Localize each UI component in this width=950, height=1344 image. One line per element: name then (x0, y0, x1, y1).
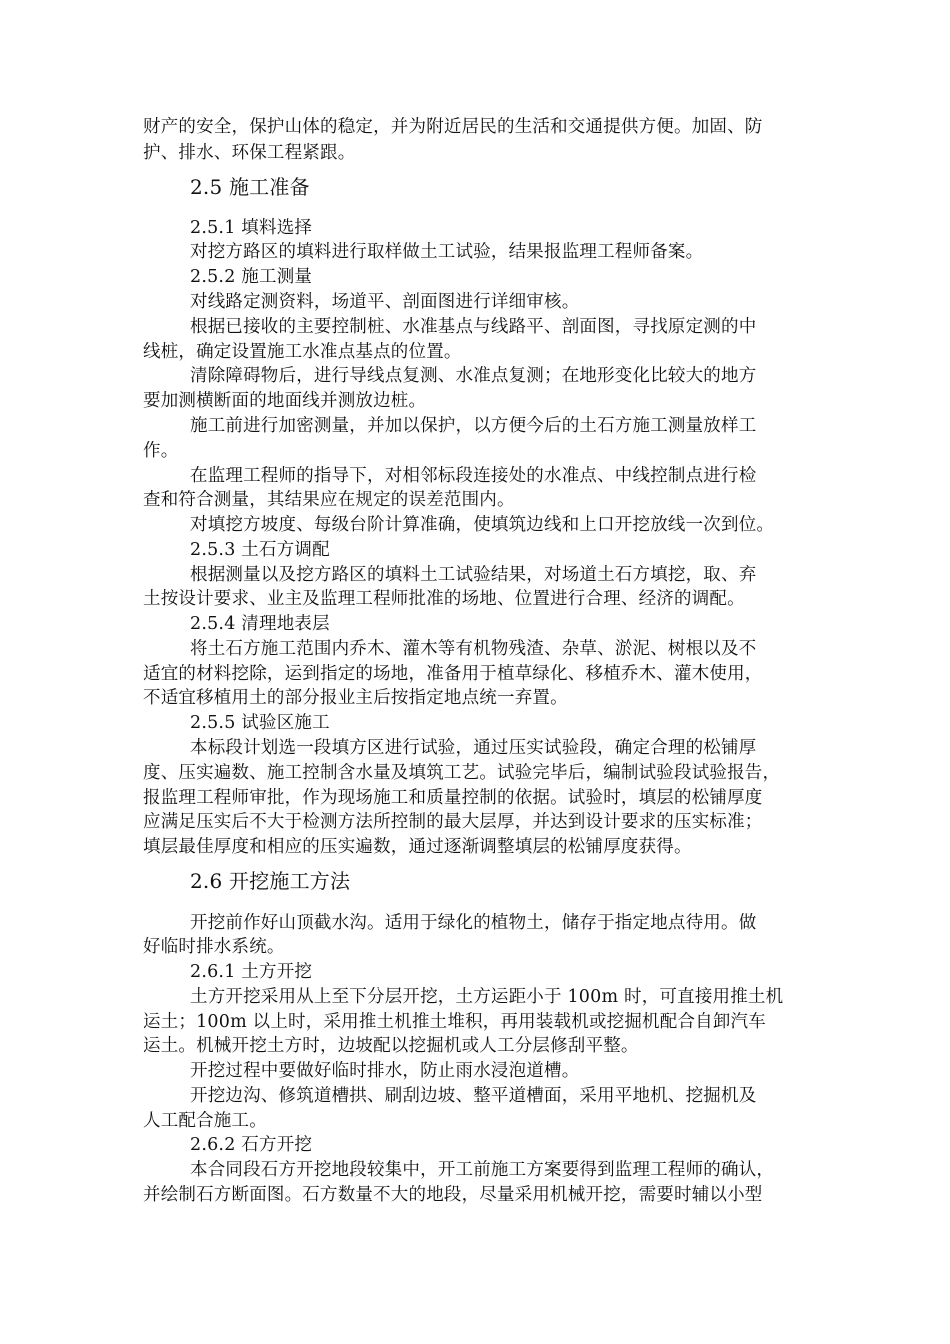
subsection-heading: 2.5.3 土石方调配 (190, 540, 330, 560)
body-text: 应满足压实后不大于检测方法所控制的最大层厚，并达到设计要求的压实标准； (143, 812, 763, 832)
body-text: 运土；100m 以上时，采用推土机推土堆积，再用装载机或挖掘机配合自卸汽车 (143, 1012, 766, 1032)
body-text: 开挖前作好山顶截水沟。适用于绿化的植物土，储存于指定地点待用。做 (190, 913, 757, 933)
body-text: 度、压实遍数、施工控制含水量及填筑工艺。试验完毕后，编制试验段试验报告， (143, 763, 781, 783)
body-text: 根据已接收的主要控制桩、水准基点与线路平、剖面图，寻找原定测的中 (190, 317, 757, 337)
subsection-heading: 2.5.5 试验区施工 (190, 713, 330, 733)
subsection-heading: 2.5.4 清理地表层 (190, 614, 330, 634)
subsection-heading: 2.5.1 填料选择 (190, 218, 313, 238)
body-text: 填层最佳厚度和相应的压实遍数，通过逐渐调整填层的松铺厚度获得。 (143, 837, 692, 857)
body-text: 好临时排水系统。 (143, 937, 285, 957)
body-text: 对线路定测资料，场道平、剖面图进行详细审核。 (190, 292, 580, 312)
body-text: 土按设计要求、业主及监理工程师批准的场地、位置进行合理、经济的调配。 (143, 589, 745, 609)
body-text: 不适宜移植用土的部分报业主后按指定地点统一弃置。 (143, 688, 568, 708)
body-text: 适宜的材料挖除，运到指定的场地，准备用于植草绿化、移植乔木、灌木使用， (143, 664, 763, 684)
body-text: 人工配合施工。 (143, 1111, 267, 1131)
body-text: 清除障碍物后，进行导线点复测、水准点复测；在地形变化比较大的地方 (190, 366, 757, 386)
body-text: 对挖方路区的填料进行取样做土工试验，结果报监理工程师备案。 (190, 242, 704, 262)
subsection-heading: 2.6.2 石方开挖 (190, 1135, 313, 1155)
section-heading: 2.5 施工准备 (190, 175, 310, 199)
body-text: 查和符合测量，其结果应在规定的误差范围内。 (143, 490, 515, 510)
body-text: 开挖边沟、修筑道槽拱、刷刮边坡、整平道槽面，采用平地机、挖掘机及 (190, 1086, 757, 1106)
body-text: 并绘制石方断面图。石方数量不大的地段，尽量采用机械开挖，需要时辅以小型 (143, 1185, 763, 1205)
body-text: 作。 (143, 441, 179, 461)
body-text: 护、排水、环保工程紧跟。 (143, 143, 356, 163)
body-text: 运土。机械开挖土方时，边坡配以挖掘机或人工分层修刮平整。 (143, 1036, 639, 1056)
body-text: 在监理工程师的指导下，对相邻标段连接处的水准点、中线控制点进行检 (190, 466, 757, 486)
body-text: 线桩，确定设置施工水准点基点的位置。 (143, 342, 462, 362)
subsection-heading: 2.6.1 土方开挖 (190, 962, 313, 982)
body-text: 将土石方施工范围内乔木、灌木等有机物残渣、杂草、淤泥、树根以及不 (190, 639, 757, 659)
subsection-heading: 2.5.2 施工测量 (190, 267, 313, 287)
body-text: 开挖过程中要做好临时排水，防止雨水浸泡道槽。 (190, 1061, 580, 1081)
body-text: 根据测量以及挖方路区的填料土工试验结果，对场道土石方填挖，取、弃 (190, 565, 757, 585)
body-text: 报监理工程师审批，作为现场施工和质量控制的依据。试验时，填层的松铺厚度 (143, 788, 763, 808)
body-text: 要加测横断面的地面线并测放边桩。 (143, 391, 427, 411)
body-text: 土方开挖采用从上至下分层开挖，土方运距小于 100m 时，可直接用推土机 (190, 987, 784, 1007)
body-text: 本标段计划选一段填方区进行试验，通过压实试验段，确定合理的松铺厚 (190, 738, 757, 758)
section-heading: 2.6 开挖施工方法 (190, 869, 351, 893)
body-text: 财产的安全，保护山体的稳定，并为附近居民的生活和交通提供方便。加固、防 (143, 117, 763, 137)
body-text: 本合同段石方开挖地段较集中，开工前施工方案要得到监理工程师的确认， (190, 1160, 775, 1180)
body-text: 对填挖方坡度、每级台阶计算准确，使填筑边线和上口开挖放线一次到位。 (190, 515, 775, 535)
body-text: 施工前进行加密测量，并加以保护，以方便今后的土石方施工测量放样工 (190, 416, 757, 436)
